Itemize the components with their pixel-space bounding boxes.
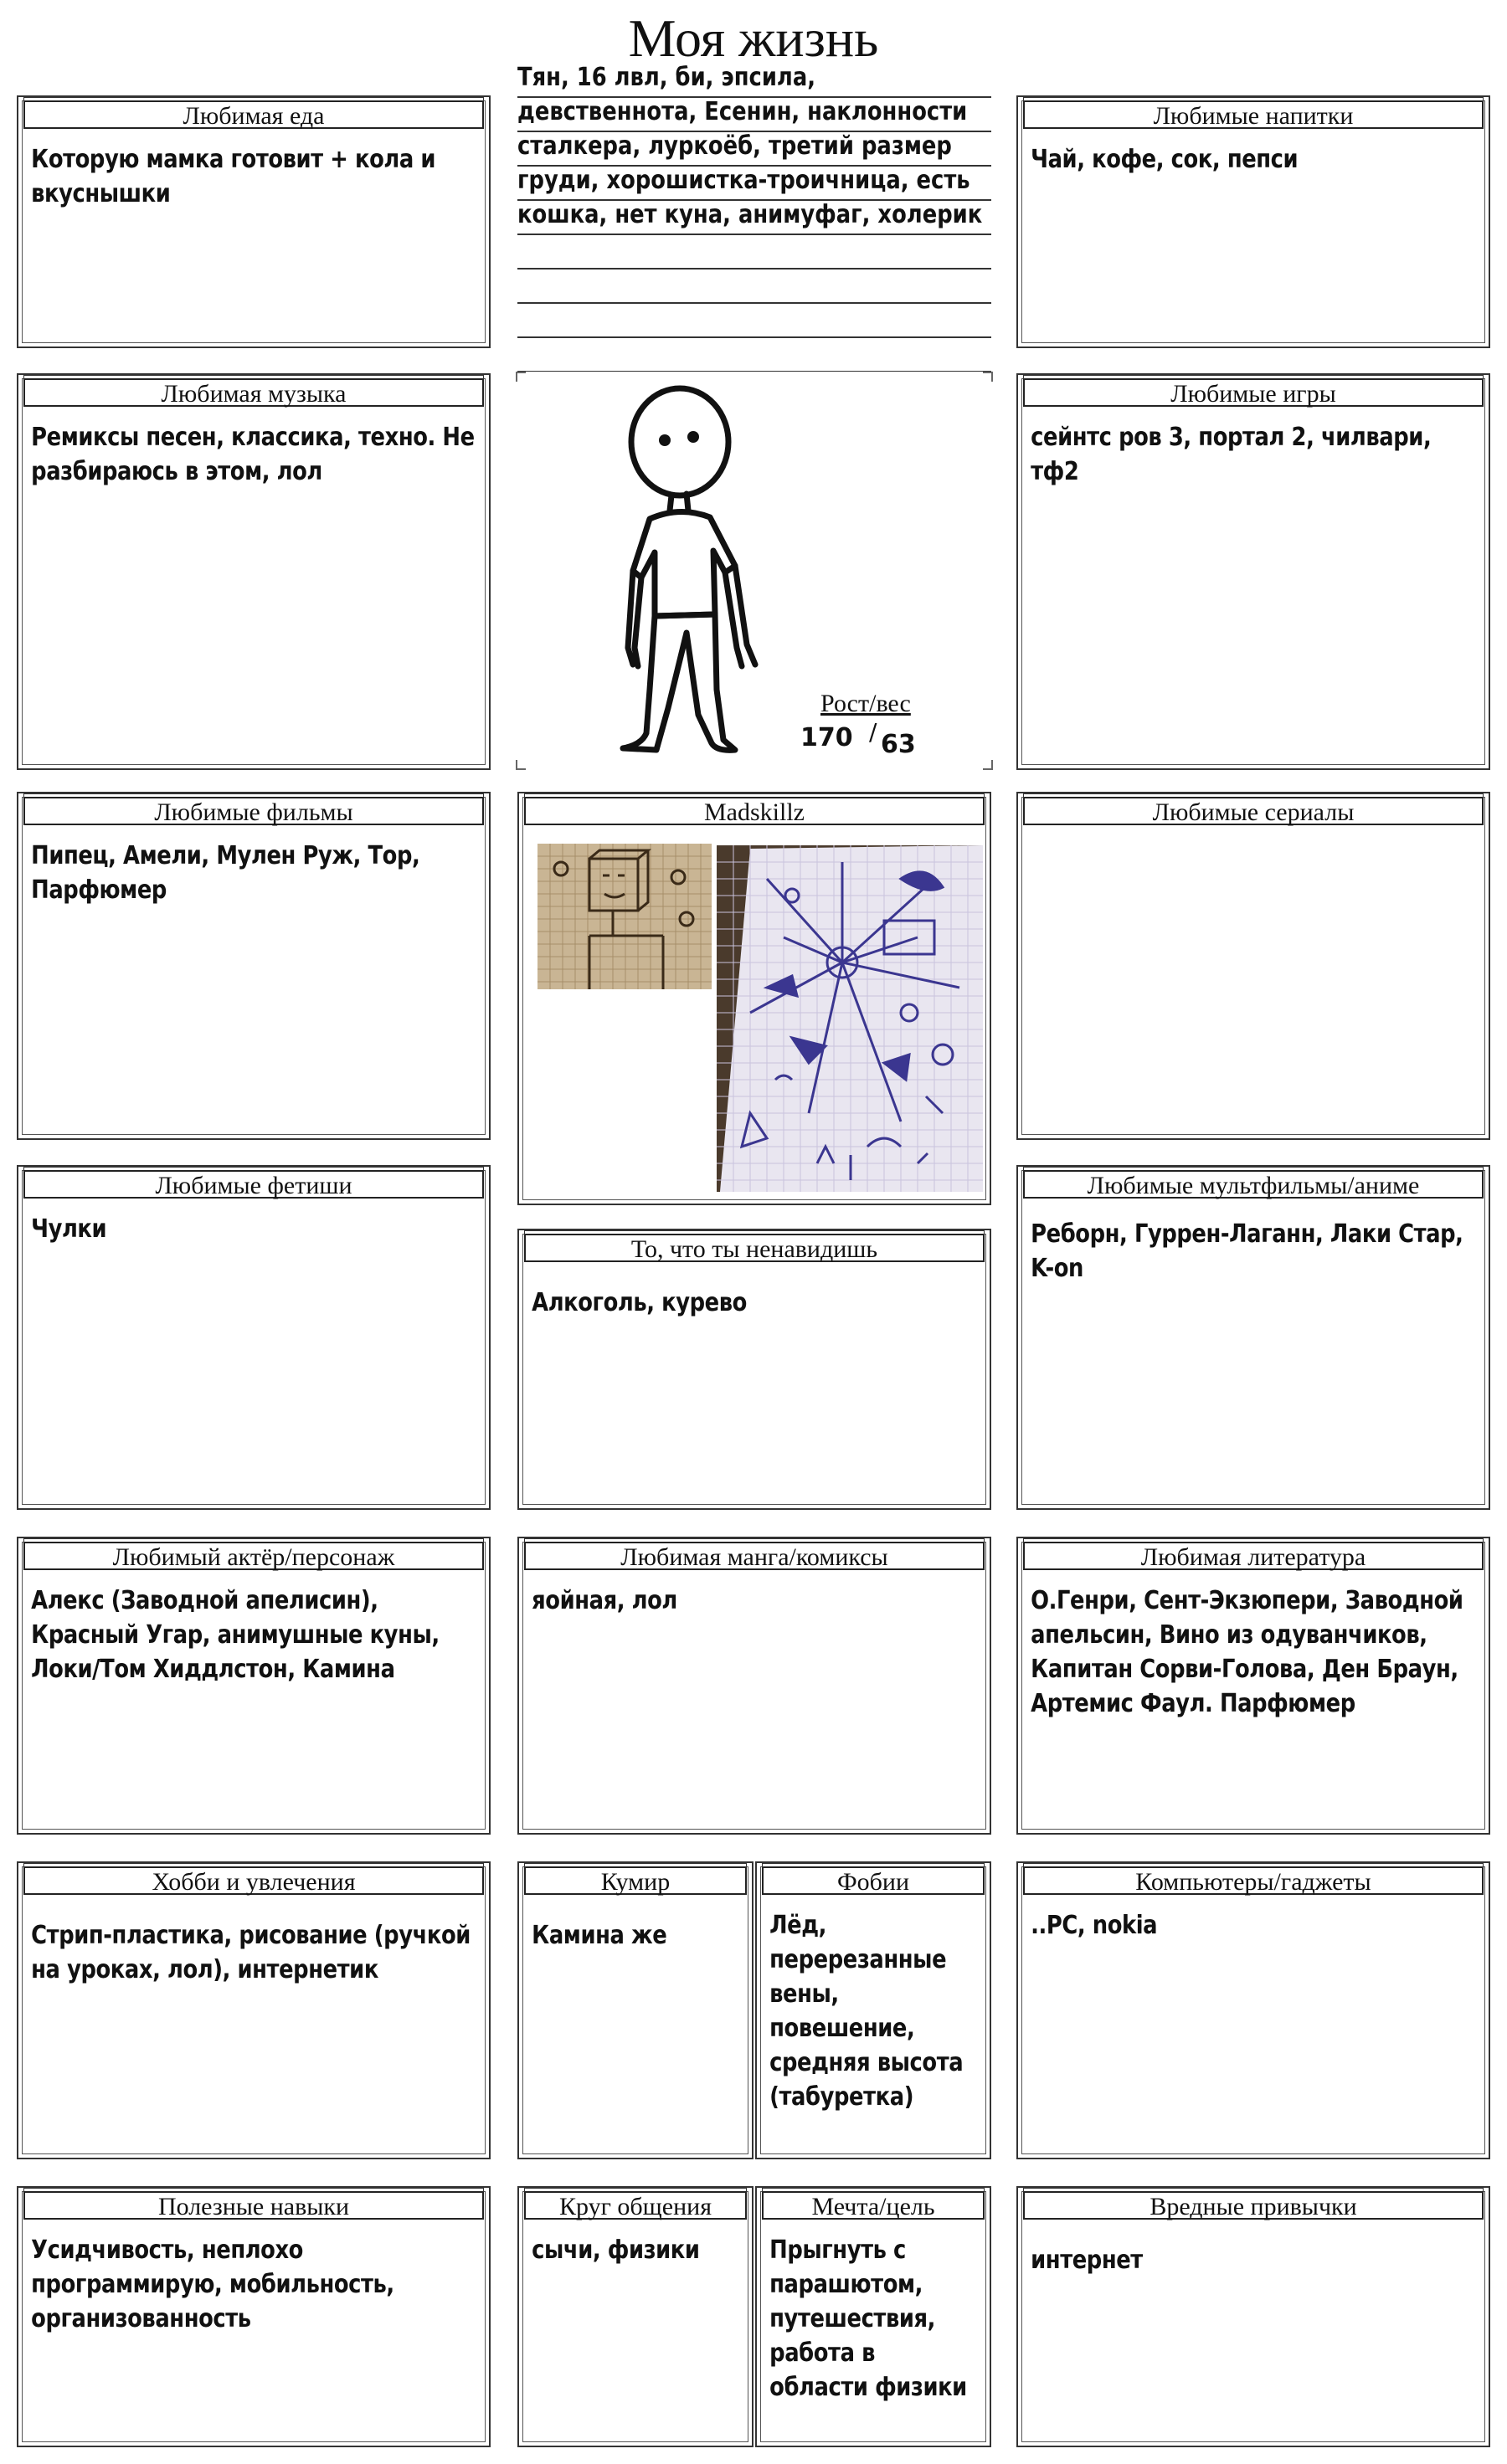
card-anime	[1016, 1165, 1490, 1510]
card-circle	[517, 2186, 754, 2447]
card-title: Любимая музыка	[23, 378, 484, 407]
card-text: Алекс (Заводной апелисин), Красный Угар, анимушные куны, Локи/Том Хиддлстон, Камина	[31, 1586, 440, 1684]
card-text: интернет	[1031, 2246, 1143, 2275]
card-text: Прыгнуть с парашютом, путешествия, работа в области физики	[769, 2236, 967, 2402]
card-text: Реборн, Гуррен-Лаганн, Лаки Стар, K-on	[1031, 1219, 1463, 1283]
card-hate	[517, 1229, 991, 1510]
card-literature	[1016, 1537, 1490, 1835]
card-text: сейнтс ров 3, портал 2, чилвари, тф2	[1031, 423, 1432, 486]
sketch-photo-large	[717, 845, 983, 1192]
card-text: яойная, лол	[532, 1586, 677, 1615]
bio-lines	[517, 64, 991, 372]
card-title: Любимые игры	[1023, 378, 1484, 407]
card-habits	[1016, 2186, 1490, 2447]
weight-value: 63	[881, 730, 916, 759]
card-title: Любимый актёр/персонаж	[23, 1542, 484, 1570]
card-text: Ремиксы песен, классика, техно. Не разбираюсь в этом, лол	[31, 423, 475, 486]
card-text: ..PC, nokia	[1031, 1911, 1158, 1940]
card-dream	[755, 2186, 991, 2447]
card-phobia	[755, 1861, 991, 2159]
card-fetish	[17, 1165, 491, 1510]
card-title: Любимые фетиши	[23, 1170, 484, 1199]
card-text	[1026, 835, 1479, 842]
character-panel	[516, 372, 993, 770]
card-music	[17, 373, 491, 770]
card-title: Любимые сериалы	[1023, 797, 1484, 825]
card-actor	[17, 1537, 491, 1835]
card-text: Стрип-пластика, рисование (ручкой на уроках, лол), интернетик	[31, 1921, 471, 1984]
card-text: Которую мамка готовит + кола и вкуснышки	[31, 145, 436, 208]
card-title: Любимые напитки	[1023, 100, 1484, 129]
card-text: Усидчивость, неплохо программирую, мобильность, организованность	[31, 2236, 394, 2333]
card-text: Камина же	[532, 1921, 667, 1950]
card-films	[17, 792, 491, 1140]
card-hobby	[17, 1861, 491, 2159]
card-manga	[517, 1537, 991, 1835]
card-title: Круг общения	[524, 2191, 747, 2220]
card-drinks	[1016, 95, 1490, 348]
card-idol	[517, 1861, 754, 2159]
card-title: Любимые фильмы	[23, 797, 484, 825]
card-title: Фобии	[762, 1866, 985, 1895]
card-title: Любимые мультфильмы/аниме	[1023, 1170, 1484, 1199]
card-text: О.Генри, Сент-Экзюпери, Заводной апельсин, Вино из одуванчиков, Капитан Сорви-Голова, Ден Браун, Артемис Фаул. Парфюмер	[1031, 1586, 1463, 1718]
card-title: Полезные навыки	[23, 2191, 484, 2220]
card-text: Чай, кофе, сок, пепси	[1031, 145, 1299, 174]
stick-figure-drawing	[516, 372, 993, 770]
card-title: Компьютеры/гаджеты	[1023, 1866, 1484, 1895]
card-title: Любимая еда	[23, 100, 484, 129]
card-games	[1016, 373, 1490, 770]
card-title: Madskillz	[524, 797, 985, 825]
card-title: Хобби и увлечения	[23, 1866, 484, 1895]
card-series	[1016, 792, 1490, 1140]
card-text: Лёд, перерезанные вены, повешение, средняя высота (табуретка)	[769, 1911, 964, 2112]
card-gadgets	[1016, 1861, 1490, 2159]
height-weight-label: Рост/вес	[820, 690, 911, 717]
card-madskillz	[517, 792, 991, 1205]
card-title: Любимая литература	[1023, 1542, 1484, 1570]
card-title: Кумир	[524, 1866, 747, 1895]
card-title: Вредные привычки	[1023, 2191, 1484, 2220]
card-title: То, что ты ненавидишь	[524, 1234, 985, 1262]
page-title: Моя жизнь	[628, 8, 879, 68]
card-text: Чулки	[31, 1214, 107, 1244]
card-text: Пипец, Амели, Мулен Руж, Тор, Парфюмер	[31, 841, 420, 905]
sketch-photo-small	[537, 844, 712, 989]
card-skills	[17, 2186, 491, 2447]
card-text: сычи, физики	[532, 2236, 700, 2265]
bio-text: Тян, 16 лвл, би, эпсила, девственнота, Есенин, наклонности сталкера, луркоёб, третий размер груди, хорошистка-троичница, есть кошка, нет куна, анимуфаг, холерик	[517, 63, 983, 229]
card-title: Любимая манга/комиксы	[524, 1542, 985, 1570]
card-title: Мечта/цель	[762, 2191, 985, 2220]
card-food	[17, 95, 491, 348]
card-text: Алкоголь, курево	[532, 1288, 747, 1317]
height-value: 170	[800, 723, 853, 752]
hw-separator: /	[869, 718, 877, 746]
